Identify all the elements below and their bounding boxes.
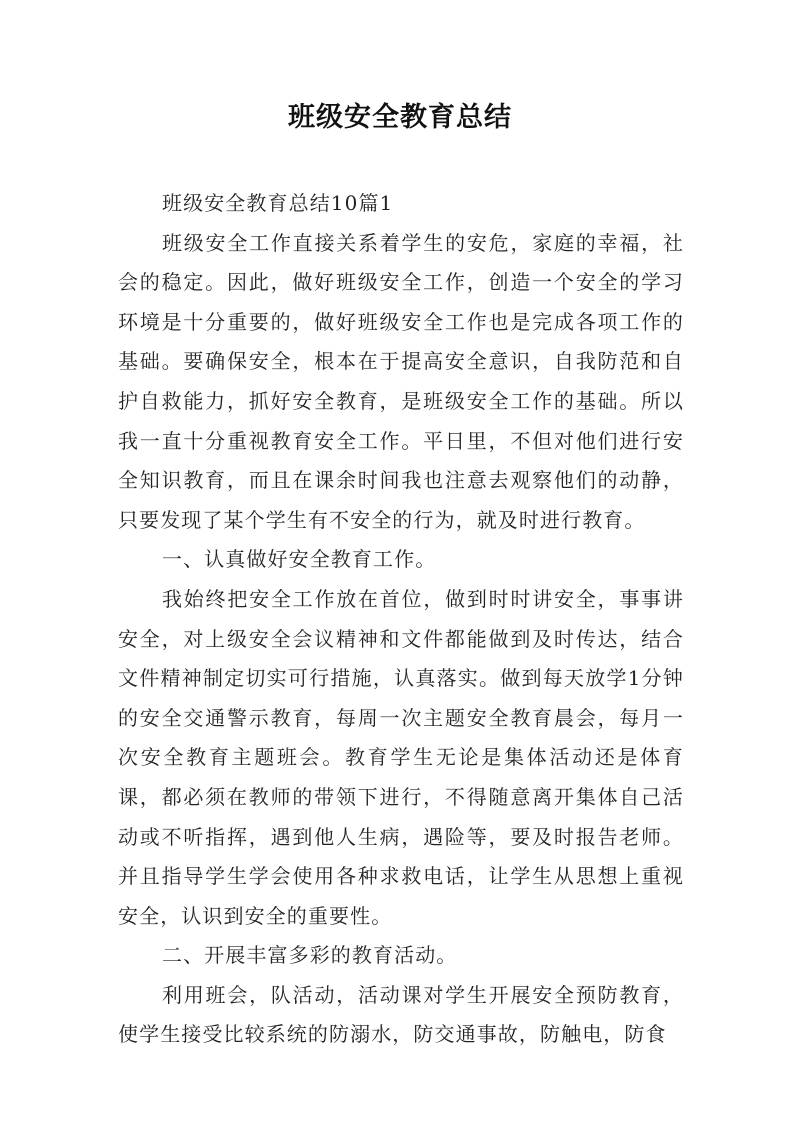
subsection-heading: 二、开展丰富多彩的教育活动。 [162,943,458,968]
paragraph: 班级安全工作直接关系着学生的安危，家庭的幸福，社会的稳定。因此，做好班级安全工作，创造一个安全的学习环境是十分重要的，做好班级安全工作也是完成各项工作的基础。要确保安全，根本在于提高安全意识，自我防范和自护自救能力，抓好安全教育，是班级安全工作的基础。所以我一直十分重视教育安全工作。平日里，不但对他们进行安全知识教育，而且在课余时间我也注意去观察他们的动静，只要发现了某个学生有不安全的行为，就及时进行教育。 [118,230,684,532]
document-title: 班级安全教育总结 [288,102,512,133]
section-heading: 班级安全教育总结10篇1 [162,191,394,215]
paragraph: 利用班会，队活动，活动课对学生开展安全预防教育，使学生接受比较系统的防溺水，防交通事故，防触电，防食 [118,982,684,1047]
subsection-heading: 一、认真做好安全教育工作。 [162,547,437,572]
document-body [118,184,684,1055]
paragraph: 我始终把安全工作放在首位，做到时时讲安全，事事讲安全，对上级安全会议精神和文件都能做到及时传达，结合文件精神制定切实可行措施，认真落实。做到每天放学1分钟的安全交通警示教育，每周一次主题安全教育晨会，每月一次安全教育主题班会。教育学生无论是集体活动还是体育课，都必须在教师的带领下进行，不得随意离开集体自己活动或不听指挥，遇到他人生病，遇险等，要及时报告老师。并且指导学生学会使用各种求救电话，让学生从思想上重视安全，认识到安全的重要性。 [118,586,684,928]
